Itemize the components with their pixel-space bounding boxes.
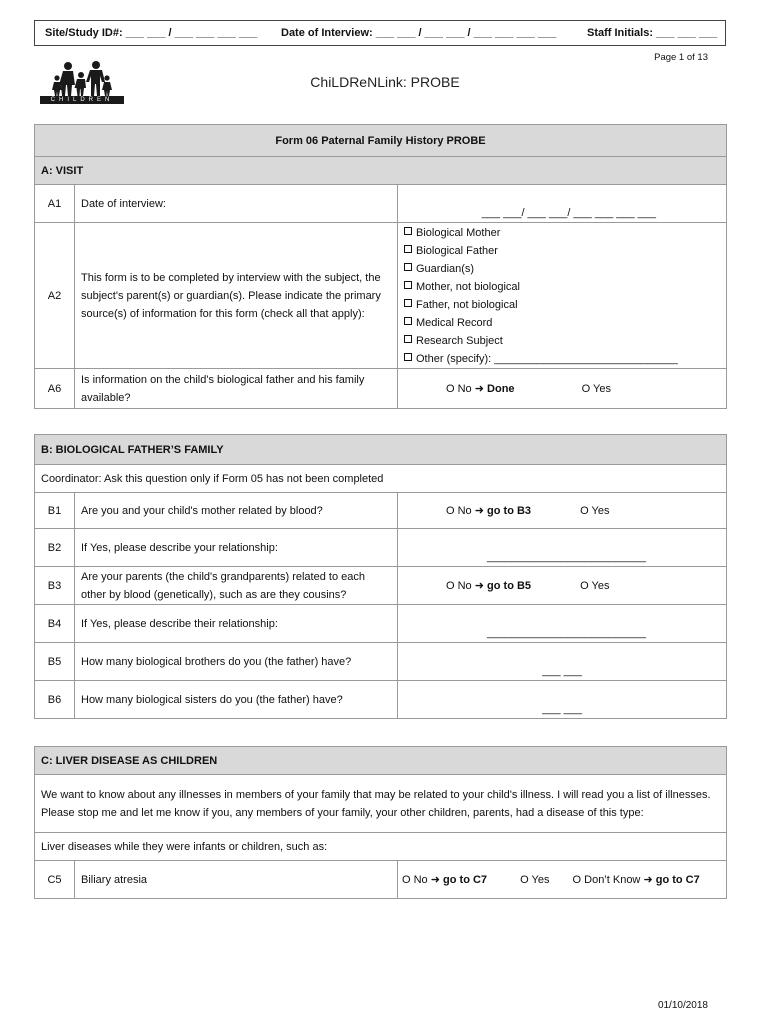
a1-question: Date of interview: <box>75 185 398 223</box>
b3-no-option[interactable]: O No ➜ go to B5 <box>446 579 532 592</box>
document-title: ChiLDReNLink: PROBE <box>310 74 460 90</box>
logo-text: CHILDREN <box>50 97 114 103</box>
a2-options <box>398 223 727 369</box>
b3-question: Are your parents (the child's grandparents) related to each other by blood (genetically), such as are they cousins? <box>75 567 398 605</box>
c5-question: Biliary atresia <box>75 861 398 899</box>
b4-number: B4 <box>35 605 75 643</box>
a2-option-father-not-biological[interactable]: Father, not biological <box>404 296 720 314</box>
a2-option-other[interactable]: Other (specify): ______________________________ <box>404 350 720 368</box>
a2-option-mother-not-biological[interactable]: Mother, not biological <box>404 278 720 296</box>
b2-question: If Yes, please describe your relationship: <box>75 529 398 567</box>
checkbox-icon[interactable] <box>404 227 412 235</box>
b1-answers <box>398 493 727 529</box>
date-of-interview-field: Date of Interview: ___ ___ / ___ ___ / ___ ___ ___ ___ <box>281 27 557 39</box>
section-c-title: C: LIVER DISEASE AS CHILDREN <box>35 747 727 775</box>
a6-question: Is information on the child's biological father and his family available? <box>75 369 398 409</box>
a2-option-medical-record[interactable]: Medical Record <box>404 314 720 332</box>
c5-number: C5 <box>35 861 75 899</box>
a1-number: A1 <box>35 185 75 223</box>
checkbox-icon[interactable] <box>404 281 412 289</box>
a6-number: A6 <box>35 369 75 409</box>
b1-number: B1 <box>35 493 75 529</box>
b3-number: B3 <box>35 567 75 605</box>
a2-question: This form is to be completed by interview with the subject, the subject's parent(s) or guardian(s). Please indicate the primary source(s) of information for this form (check all that apply): <box>75 223 398 369</box>
b2-answer[interactable]: __________________________ <box>398 529 727 567</box>
a6-answers <box>398 369 727 409</box>
a2-option-biological-mother[interactable]: Biological Mother <box>404 224 720 242</box>
checkbox-icon[interactable] <box>404 317 412 325</box>
site-study-field: Site/Study ID#: ___ ___ / ___ ___ ___ ___ <box>45 27 258 39</box>
section-b-title: B: BIOLOGICAL FATHER’S FAMILY <box>35 435 727 465</box>
b3-answers <box>398 567 727 605</box>
b3-yes-option[interactable]: O Yes <box>580 579 610 592</box>
arrow-right-icon: ➜ <box>474 382 484 395</box>
a6-no-option[interactable]: O No ➜ Done <box>446 382 515 395</box>
c5-no-option[interactable]: O No ➜ go to C7 <box>402 873 488 886</box>
checkbox-icon[interactable] <box>404 263 412 271</box>
b4-question: If Yes, please describe their relationship: <box>75 605 398 643</box>
b6-number: B6 <box>35 681 75 719</box>
checkbox-icon[interactable] <box>404 353 412 361</box>
b2-number: B2 <box>35 529 75 567</box>
form-title: Form 06 Paternal Family History PROBE <box>35 125 727 157</box>
b1-no-option[interactable]: O No ➜ go to B3 <box>446 504 532 517</box>
section-c-sub: Liver diseases while they were infants or children, such as: <box>35 833 727 861</box>
a2-number: A2 <box>35 223 75 369</box>
arrow-right-icon: ➜ <box>643 873 653 886</box>
arrow-right-icon: ➜ <box>474 579 484 592</box>
checkbox-icon[interactable] <box>404 335 412 343</box>
b6-question: How many biological sisters do you (the father) have? <box>75 681 398 719</box>
arrow-right-icon: ➜ <box>474 504 484 517</box>
a2-option-research-subject[interactable]: Research Subject <box>404 332 720 350</box>
c5-answers <box>398 861 727 899</box>
header-bar <box>34 20 726 46</box>
b5-question: How many biological brothers do you (the father) have? <box>75 643 398 681</box>
section-a-table <box>34 124 727 409</box>
a6-yes-option[interactable]: O Yes <box>581 382 611 395</box>
staff-initials-field: Staff Initials: ___ ___ ___ <box>587 27 718 39</box>
a1-date-answer[interactable]: ___ ___/ ___ ___/ ___ ___ ___ ___ <box>398 185 727 223</box>
c5-dont-know-option[interactable]: O Don’t Know ➜ go to C7 <box>572 873 700 886</box>
arrow-right-icon: ➜ <box>430 873 440 886</box>
a2-option-guardians[interactable]: Guardian(s) <box>404 260 720 278</box>
footer-date: 01/10/2018 <box>657 1000 708 1011</box>
section-c-intro: We want to know about any illnesses in members of your family that may be related to your child's illness. I will read you a list of illnesses. Please stop me and let me know if you, any members of your family, your other children, parents, had a disease of this type: <box>35 775 727 833</box>
b4-answer[interactable]: __________________________ <box>398 605 727 643</box>
checkbox-icon[interactable] <box>404 245 412 253</box>
section-b-table <box>34 434 727 719</box>
section-a-title: A: VISIT <box>35 157 727 185</box>
b6-answer[interactable]: ___ ___ <box>398 681 727 719</box>
b1-yes-option[interactable]: O Yes <box>580 504 610 517</box>
checkbox-icon[interactable] <box>404 299 412 307</box>
b1-question: Are you and your child's mother related by blood? <box>75 493 398 529</box>
b5-number: B5 <box>35 643 75 681</box>
section-b-note: Coordinator: Ask this question only if Form 05 has not been completed <box>35 465 727 493</box>
page-number: Page 1 of 13 <box>654 52 708 63</box>
a2-option-biological-father[interactable]: Biological Father <box>404 242 720 260</box>
c5-yes-option[interactable]: O Yes <box>520 873 550 886</box>
b5-answer[interactable]: ___ ___ <box>398 643 727 681</box>
section-c-table <box>34 746 727 899</box>
